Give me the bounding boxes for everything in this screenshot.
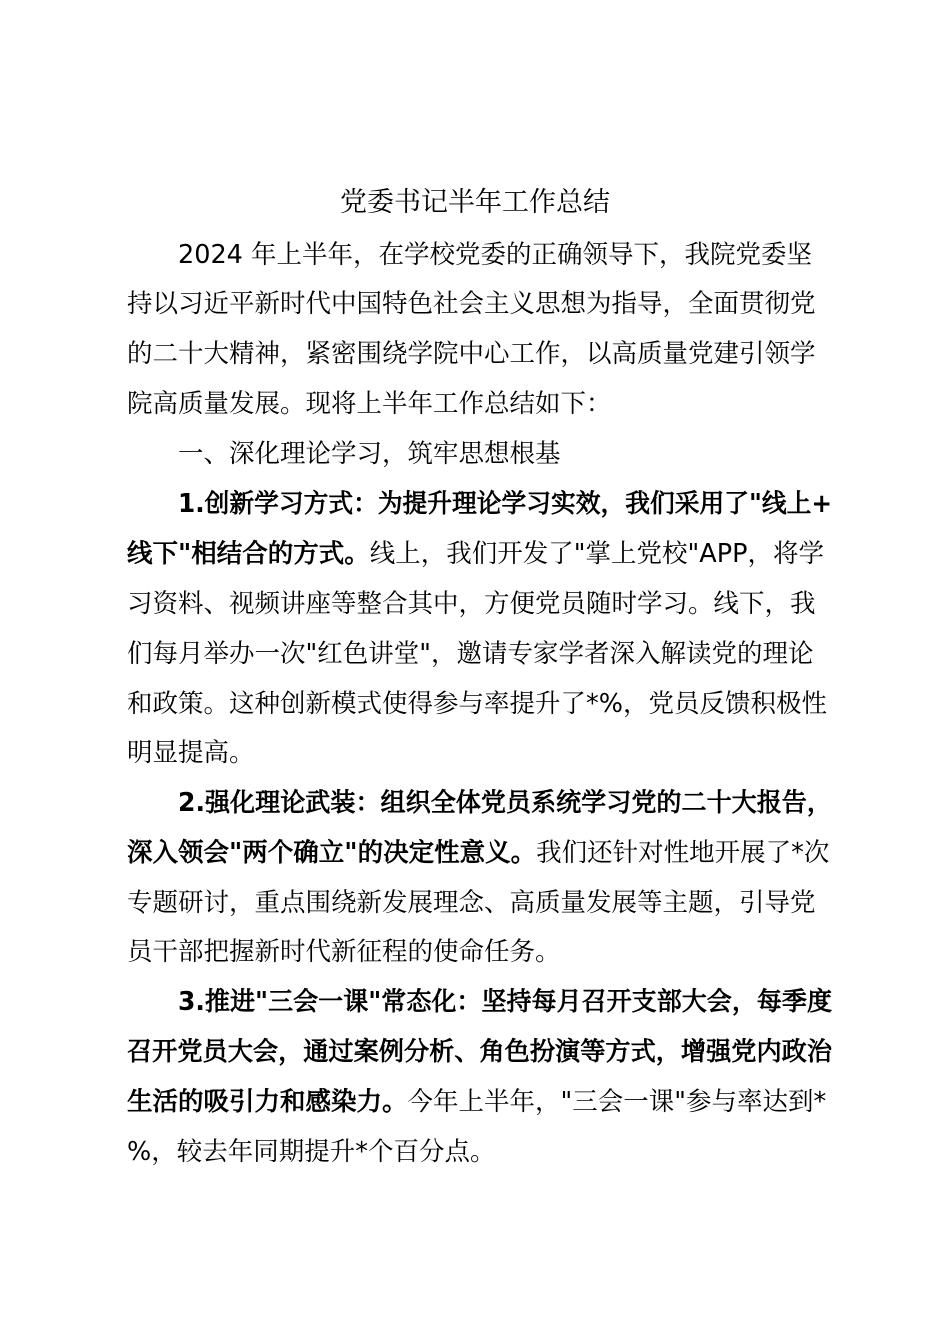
bold-text-run: 3.推进"三会一课"常态化：坚持每月召开支部大会，每季度 xyxy=(178,987,833,1017)
text-run: 的二十大精神，紧密围绕学院中心工作，以高质量党建引领学 xyxy=(127,339,816,369)
section-heading xyxy=(178,434,561,474)
text-run: 持以习近平新时代中国特色社会主义思想为指导，全面贯彻党 xyxy=(127,289,816,319)
paragraph-line xyxy=(127,284,816,324)
text-run: 专题研讨，重点围绕新发展理念、高质量发展等主题，引导党 xyxy=(127,888,816,918)
text-run: 员干部把握新时代新征程的使命任务。 xyxy=(127,937,561,967)
text-run: 们每月举办一次"红色讲堂"，邀请专家学者深入解读党的理论 xyxy=(127,639,814,669)
text-run: 我们还针对性地开展了*次 xyxy=(536,838,830,868)
paragraph-line xyxy=(178,783,832,823)
text-run: 线上，我们开发了"掌上党校"APP，将学 xyxy=(369,539,824,569)
bold-text-run: 生活的吸引力和感染力。 xyxy=(127,1087,408,1117)
paragraph-line xyxy=(127,634,813,674)
paragraph-line xyxy=(127,1132,495,1172)
paragraph-line xyxy=(127,534,824,574)
bold-text-run: 2.强化理论武装：组织全体党员系统学习党的二十大报告， xyxy=(178,788,832,818)
paragraph-line xyxy=(127,1032,832,1072)
paragraph-line xyxy=(127,883,816,923)
paragraph-line xyxy=(127,833,829,873)
bold-text-run: 1.创新学习方式：为提升理论学习实效，我们采用了"线上+ xyxy=(178,489,833,519)
text-run: %，较去年同期提升*个百分点。 xyxy=(127,1137,496,1167)
paragraph-line xyxy=(127,733,255,773)
paragraph-line xyxy=(127,334,816,374)
paragraph-line xyxy=(127,584,816,624)
paragraph-line xyxy=(127,384,612,424)
text-run: 今年上半年，"三会一课"参与率达到* xyxy=(407,1087,827,1117)
paragraph-line xyxy=(178,982,832,1022)
paragraph-line xyxy=(178,235,812,275)
text-run: 2024 年上半年，在学校党委的正确领导下，我院党委坚 xyxy=(178,240,813,270)
text-run: 明显提高。 xyxy=(127,738,255,768)
text-run: 和政策。这种创新模式使得参与率提升了*%，党员反馈积极性 xyxy=(127,689,827,719)
bold-text-run: 召开党员大会，通过案例分析、角色扮演等方式，增强党内政治 xyxy=(127,1037,833,1067)
bold-text-run: 线下"相结合的方式。 xyxy=(127,539,370,569)
bold-text-run: 深入领会"两个确立"的决定性意义。 xyxy=(127,838,537,868)
text-run: 院高质量发展。现将上半年工作总结如下： xyxy=(127,389,612,419)
paragraph-line xyxy=(127,932,561,972)
paragraph-line xyxy=(127,684,827,724)
document-title: 党委书记半年工作总结 xyxy=(340,187,610,218)
text-run: 习资料、视频讲座等整合其中，方便党员随时学习。线下，我 xyxy=(127,589,816,619)
paragraph-line xyxy=(178,484,832,524)
paragraph-line xyxy=(127,1082,826,1122)
text-run: 一、深化理论学习，筑牢思想根基 xyxy=(178,439,561,469)
